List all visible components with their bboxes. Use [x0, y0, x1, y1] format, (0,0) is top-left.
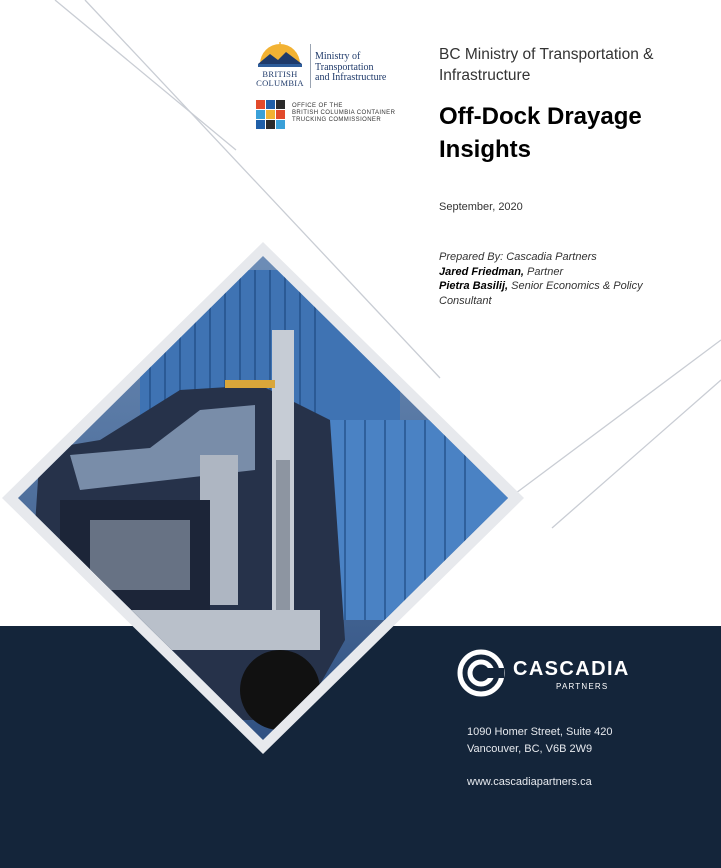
address-line2: Vancouver, BC, V6B 2W9 [467, 743, 593, 755]
author-2-role: Senior Economics & Policy [511, 280, 643, 292]
author-2-role-cont: Consultant [439, 294, 492, 307]
commissioner-logo [256, 100, 426, 132]
bc-ministry-logo [252, 42, 412, 90]
ministry-line1: Ministry of [315, 51, 361, 62]
cascadia-ring-icon [456, 648, 506, 698]
commissioner-line1: OFFICE OF THE [292, 103, 343, 109]
bc-logo-separator [310, 44, 311, 88]
author-1 [439, 265, 709, 280]
container-grid-icon [256, 100, 286, 130]
bc-sun-mountains-icon [252, 42, 308, 70]
company-address [467, 724, 613, 758]
bc-wordmark-line1: BRITISH [262, 69, 298, 79]
report-title-line1: Off-Dock Drayage [439, 103, 642, 130]
ministry-line2: Transportation [315, 61, 374, 73]
author-1-role: Partner [527, 265, 564, 278]
ministry-heading: BC Ministry of Transportation & Infrastructure [439, 46, 654, 84]
report-title [439, 100, 709, 166]
report-date: September, 2020 [439, 201, 523, 213]
address-line1: 1090 Homer Street, Suite 420 [467, 726, 613, 738]
cascadia-name: CASCADIA [513, 658, 630, 680]
bc-wordmark-line2: COLUMBIA [256, 78, 304, 88]
prepared-by-label: Prepared By: Cascadia Partners [439, 251, 597, 263]
prepared-by [439, 250, 709, 308]
author-2-name: Pietra Basilij, [439, 280, 509, 292]
cascadia-logo [456, 648, 646, 704]
cascadia-sub: PARTNERS [556, 682, 609, 691]
commissioner-text [292, 103, 395, 124]
bc-ministry-name [315, 52, 386, 84]
author-1-name: Jared Friedman, [439, 265, 524, 278]
ministry-line3: and Infrastructure [315, 72, 387, 83]
truck-photo [0, 240, 530, 760]
company-website[interactable]: www.cascadiapartners.ca [467, 776, 592, 788]
author-2 [439, 279, 709, 294]
bc-wordmark [252, 70, 308, 88]
commissioner-line2: BRITISH COLUMBIA CONTAINER [292, 110, 396, 116]
report-title-line2: Insights [439, 136, 532, 163]
commissioner-line3: TRUCKING COMMISSIONER [292, 117, 382, 123]
